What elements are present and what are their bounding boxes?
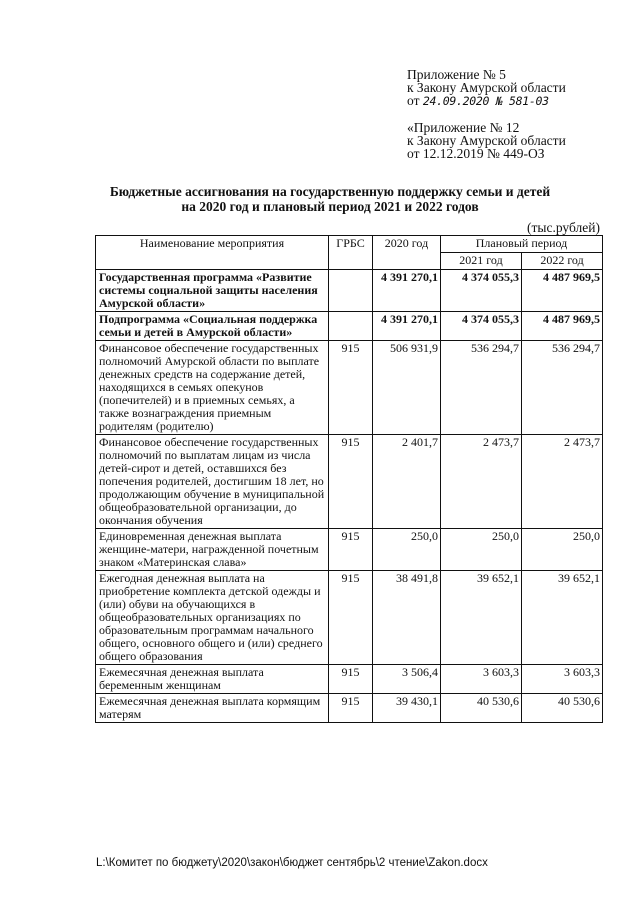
handwritten-date: 24.09.2020 № 581-03 [422, 94, 549, 108]
table-row [96, 435, 603, 529]
row-name: Единовременная денежная выплата женщине-матери, награжденной почетным знаком «Материнская слава» [96, 529, 329, 571]
appendix-header [407, 68, 627, 108]
prev-appendix-number: «Приложение № 12 [407, 120, 520, 135]
document-title [95, 184, 565, 214]
table-header-row [96, 236, 603, 253]
row-grbs: 915 [329, 694, 373, 723]
row-grbs: 915 [329, 665, 373, 694]
budget-table [95, 235, 603, 723]
row-2020: 4 391 270,1 [373, 312, 441, 341]
header-2022: 2022 год [522, 253, 603, 270]
row-grbs: 915 [329, 571, 373, 665]
row-2020: 39 430,1 [373, 694, 441, 723]
row-2021: 4 374 055,3 [441, 270, 522, 312]
appendix-date [407, 94, 627, 108]
row-2021: 536 294,7 [441, 341, 522, 435]
row-2021: 4 374 055,3 [441, 312, 522, 341]
row-2022: 250,0 [522, 529, 603, 571]
title-line-2: на 2020 год и плановый период 2021 и 2022 годов [181, 199, 479, 214]
header-2021: 2021 год [441, 253, 522, 270]
row-2020: 3 506,4 [373, 665, 441, 694]
row-grbs: 915 [329, 341, 373, 435]
header-grbs: ГРБС [329, 236, 373, 270]
row-name: Ежегодная денежная выплата на приобретение комплекта детской одежды и (или) обуви на обучающихся в общеобразовательных организациях по образовательным программам начального общего, основного общего и (или) среднего общего образования [96, 571, 329, 665]
title-line-1: Бюджетные ассигнования на государственную поддержку семьи и детей [109, 184, 551, 199]
row-2020: 2 401,7 [373, 435, 441, 529]
row-2022: 3 603,3 [522, 665, 603, 694]
row-name: Ежемесячная денежная выплата беременным женщинам [96, 665, 329, 694]
appendix-law-ref: к Закону Амурской области [407, 80, 566, 95]
row-2022: 2 473,7 [522, 435, 603, 529]
row-2022: 4 487 969,5 [522, 312, 603, 341]
row-2021: 250,0 [441, 529, 522, 571]
table-row [96, 665, 603, 694]
row-2021: 39 652,1 [441, 571, 522, 665]
row-name: Финансовое обеспечение государственных полномочий Амурской области по выплате денежных средств на содержание детей, находящихся в семьях опекунов (попечителей) и в приемных семьях, а также вознаграждения приемным родителям (родителю) [96, 341, 329, 435]
prev-appendix-date: от 12.12.2019 № 449-ОЗ [407, 146, 545, 161]
row-2021: 2 473,7 [441, 435, 522, 529]
prev-appendix-law-ref: к Закону Амурской области [407, 133, 566, 148]
row-2020: 250,0 [373, 529, 441, 571]
table-row [96, 694, 603, 723]
appendix-number: Приложение № 5 [407, 67, 506, 82]
table-row [96, 529, 603, 571]
date-prefix: от [407, 93, 423, 108]
header-2020: 2020 год [373, 236, 441, 270]
table-row [96, 571, 603, 665]
header-name: Наименование мероприятия [96, 236, 329, 270]
file-path-footer: L:\Комитет по бюджету\2020\закон\бюджет сентябрь\2 чтение\Zakon.docx [96, 857, 488, 869]
row-2022: 39 652,1 [522, 571, 603, 665]
row-grbs [329, 270, 373, 312]
row-grbs [329, 312, 373, 341]
row-name: Финансовое обеспечение государственных полномочий по выплатам лицам из числа детей-сирот и детей, оставшихся без попечения родителей, достигшим 18 лет, но продолжающим обучение в муниципальной общеобразовательной организации, до окончания обучения [96, 435, 329, 529]
row-2020: 506 931,9 [373, 341, 441, 435]
header-plan-period: Плановый период [441, 236, 603, 253]
units-label: (тыс.рублей) [527, 220, 600, 235]
row-2022: 536 294,7 [522, 341, 603, 435]
row-name: Ежемесячная денежная выплата кормящим матерям [96, 694, 329, 723]
row-2021: 40 530,6 [441, 694, 522, 723]
row-2020: 38 491,8 [373, 571, 441, 665]
row-2022: 4 487 969,5 [522, 270, 603, 312]
table-row [96, 312, 603, 341]
row-grbs: 915 [329, 529, 373, 571]
row-name: Подпрограмма «Социальная поддержка семьи и детей в Амурской области» [96, 312, 329, 341]
table-row [96, 341, 603, 435]
table-row [96, 270, 603, 312]
row-2022: 40 530,6 [522, 694, 603, 723]
row-2020: 4 391 270,1 [373, 270, 441, 312]
row-name: Государственная программа «Развитие системы социальной защиты населения Амурской области» [96, 270, 329, 312]
row-grbs: 915 [329, 435, 373, 529]
row-2021: 3 603,3 [441, 665, 522, 694]
previous-appendix-header [407, 121, 627, 160]
